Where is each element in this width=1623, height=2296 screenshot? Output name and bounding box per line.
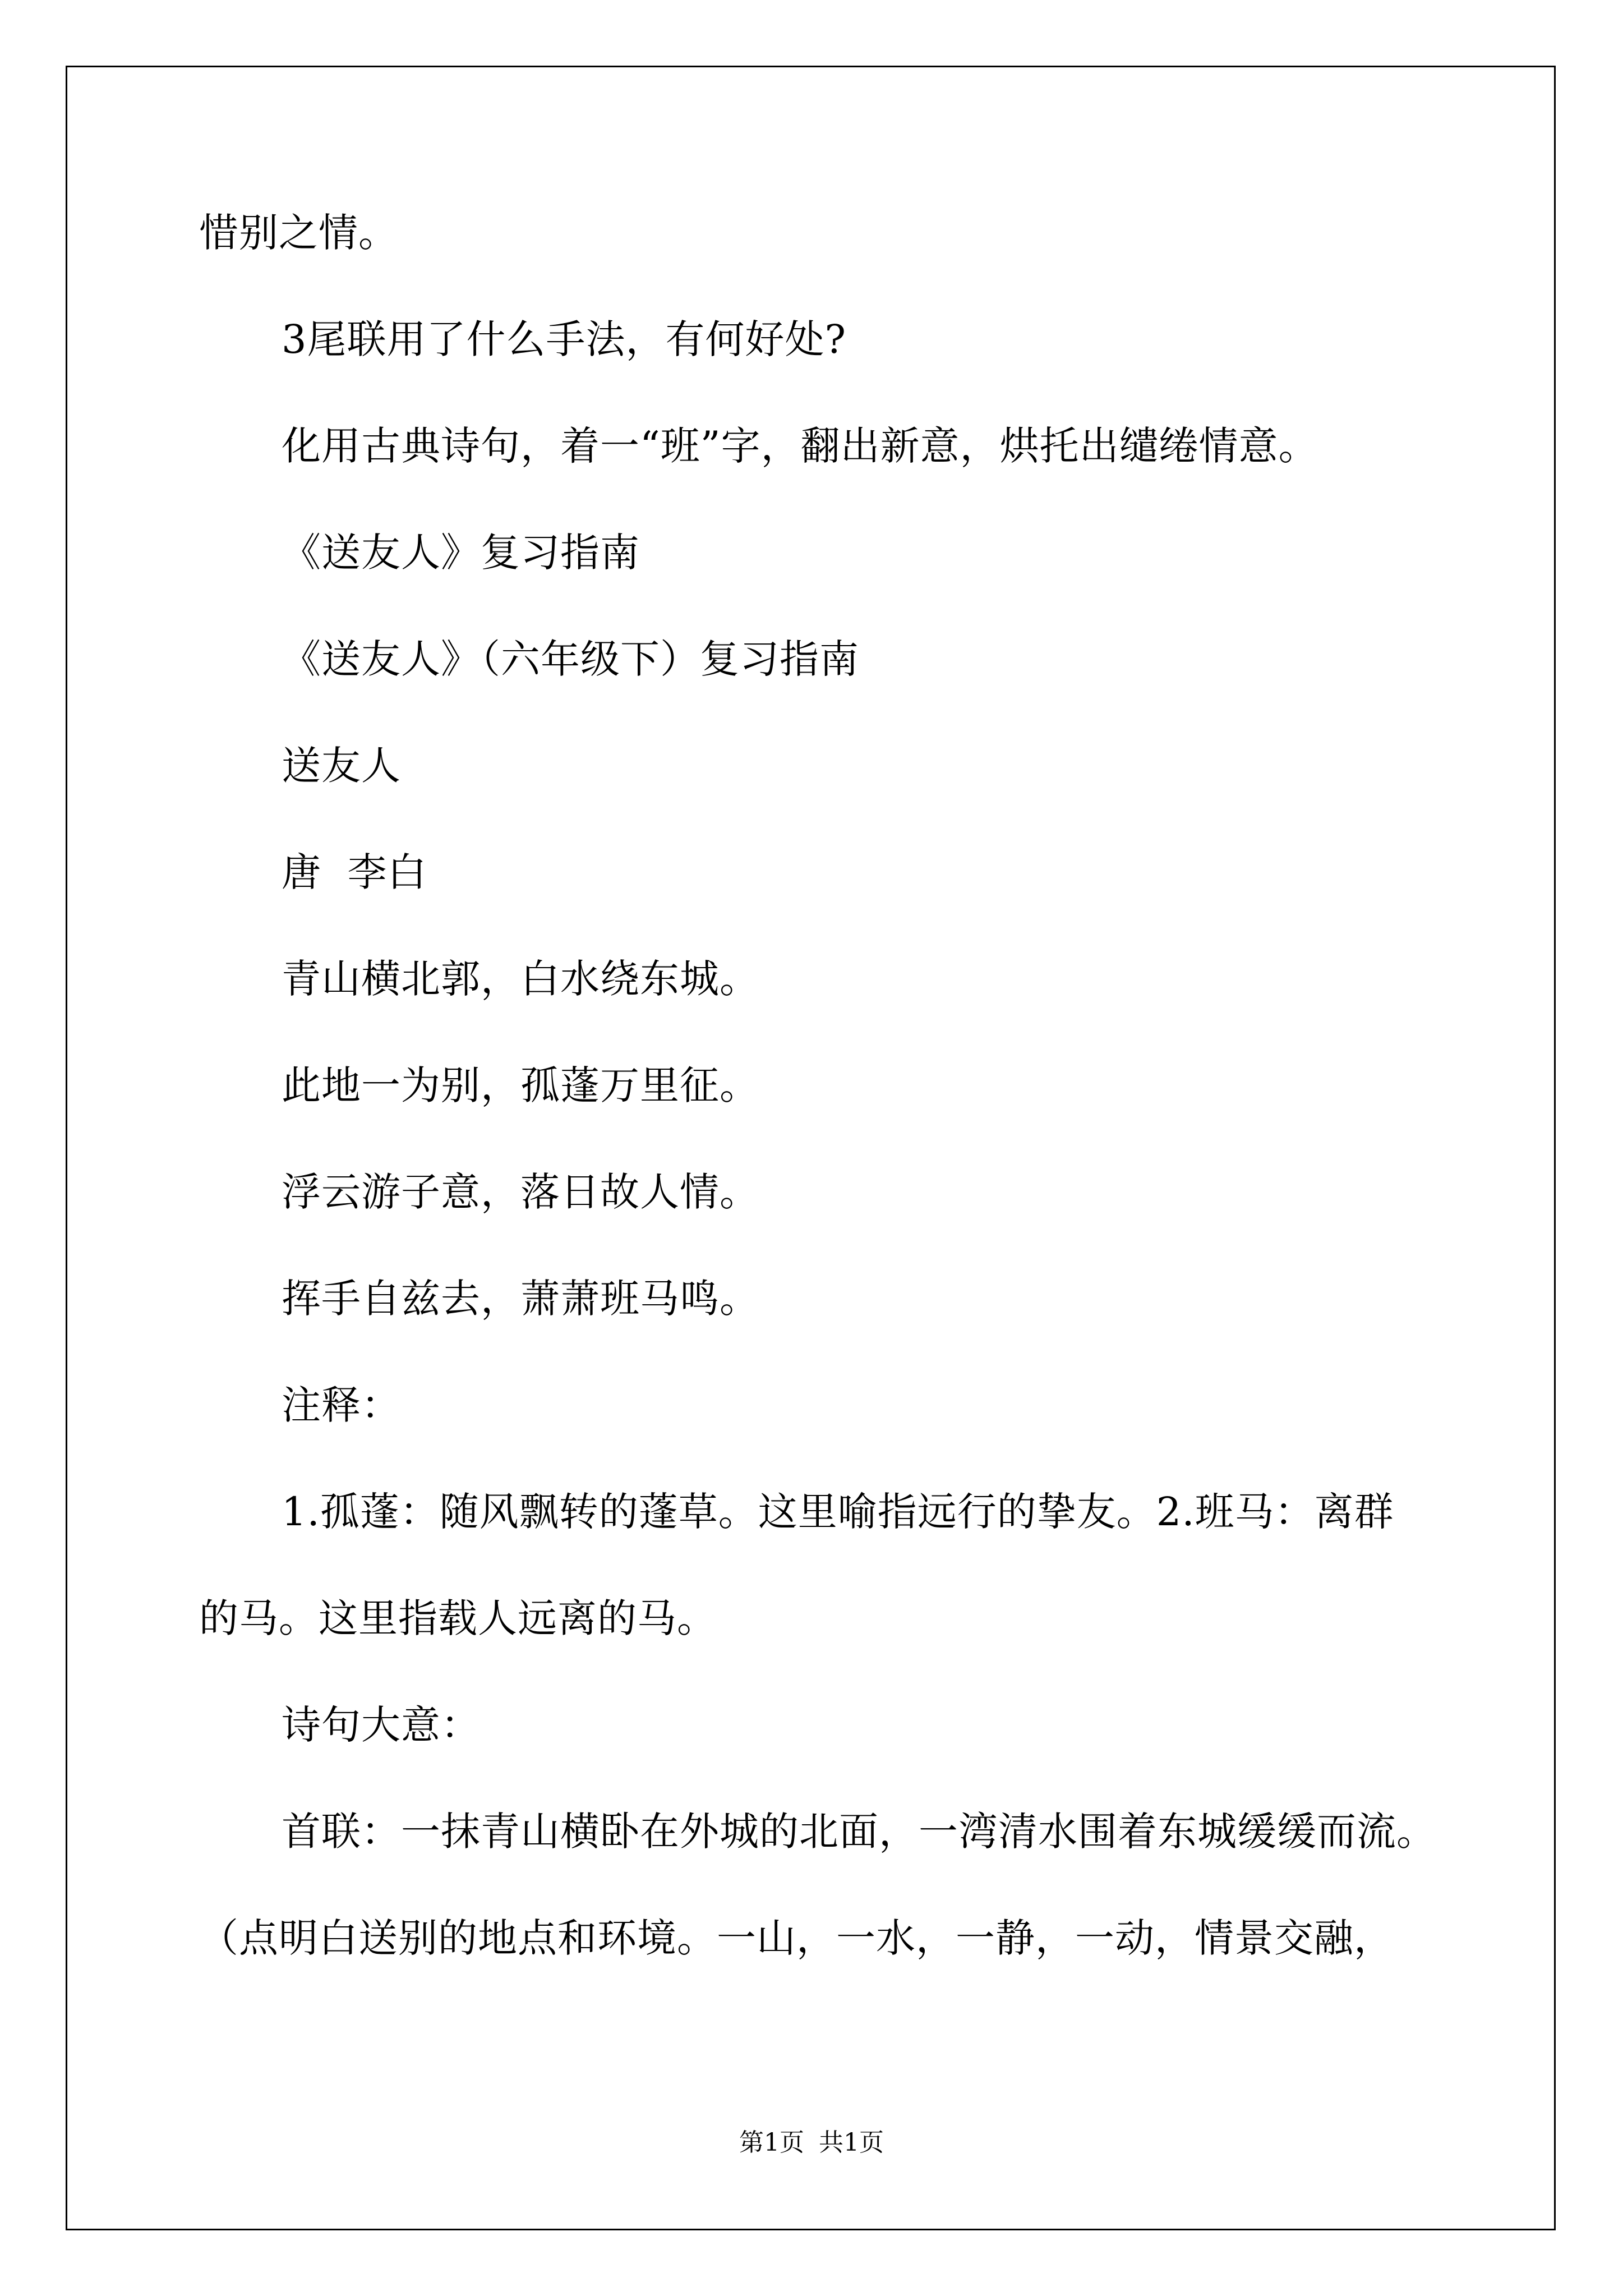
meaning-text: 首联：一抹青山横卧在外城的北面，一湾清水围着东城缓缓而流。 — [282, 1809, 1436, 1855]
text-line: 3尾联用了什么手法，有何好处? — [282, 316, 847, 362]
section-heading: 《送友人》复习指南 — [282, 530, 640, 576]
meaning-heading: 诗句大意： — [282, 1702, 481, 1748]
meaning-text: （点明白送别的地点和环境。一山，一水，一静，一动，情景交融， — [199, 1915, 1394, 1961]
poem-title: 送友人 — [282, 743, 401, 789]
page-number: 第1页 — [739, 2128, 804, 2157]
notes-text: 的马。这里指载人远离的马。 — [199, 1595, 717, 1641]
text-line: 化用古典诗句，着一“班”字，翻出新意，烘托出缱绻情意。 — [282, 423, 1318, 469]
poem-line: 浮云游子意，落日故人情。 — [282, 1169, 759, 1215]
poem-author: 唐 李白 — [282, 849, 427, 895]
notes-heading: 注释： — [282, 1382, 401, 1428]
page-total: 共1页 — [819, 2128, 884, 2157]
text-line: 惜别之情。 — [199, 210, 398, 256]
poem-line: 青山横北郭，白水绕东城。 — [282, 956, 759, 1002]
page-footer — [0, 2126, 1623, 2160]
poem-line: 挥手自兹去，萧萧班马鸣。 — [282, 1276, 759, 1322]
section-heading: 《送友人》（六年级下）复习指南 — [282, 636, 859, 682]
page-border — [66, 66, 1556, 2230]
notes-text: 1.孤蓬：随风飘转的蓬草。这里喻指远行的挚友。2.班马：离群 — [282, 1489, 1394, 1535]
poem-line: 此地一为别，孤蓬万里征。 — [282, 1062, 759, 1108]
